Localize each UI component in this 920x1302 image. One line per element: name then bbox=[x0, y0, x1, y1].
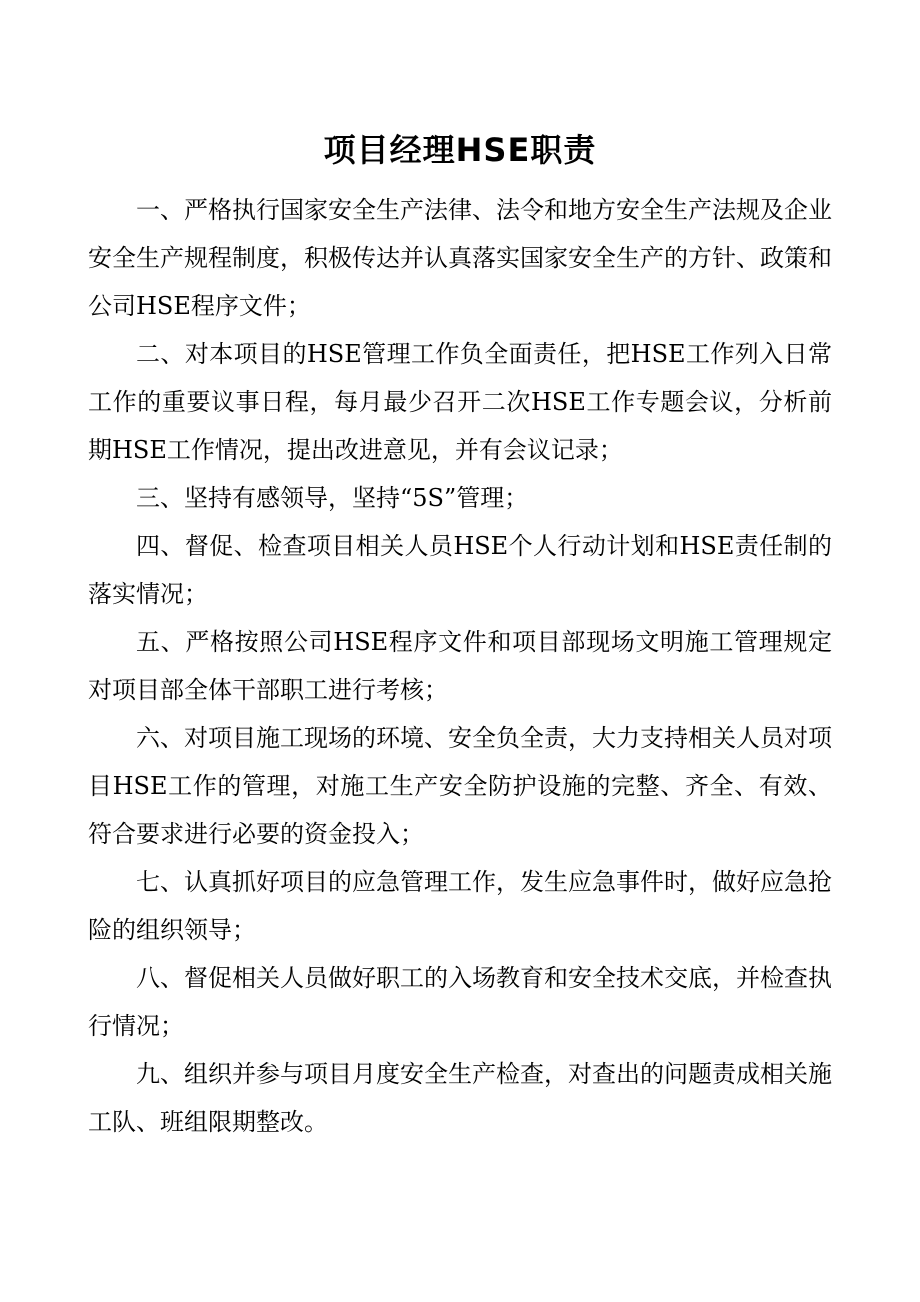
duty-item-2: 二、对本项目的HSE管理工作负全面责任，把HSE工作列入日常工作的重要议事日程，每月最少召开二次HSE工作专题会议，分析前期HSE工作情况，提出改进意见，并有会议记录； bbox=[88, 340, 832, 464]
duty-item-9: 九、组织并参与项目月度安全生产检查，对查出的问题责成相关施工队、班组限期整改。 bbox=[88, 1060, 832, 1136]
duty-item-4: 四、督促、检查项目相关人员HSE个人行动计划和HSE责任制的落实情况； bbox=[88, 532, 832, 608]
duty-item-8: 八、督促相关人员做好职工的入场教育和安全技术交底，并检查执行情况； bbox=[88, 964, 832, 1040]
duty-item-5: 五、严格按照公司HSE程序文件和项目部现场文明施工管理规定对项目部全体干部职工进行考核； bbox=[88, 628, 832, 704]
duty-item-6: 六、对项目施工现场的环境、安全负全责，大力支持相关人员对项目HSE工作的管理，对施工生产安全防护设施的完整、齐全、有效、符合要求进行必要的资金投入； bbox=[88, 724, 832, 848]
duty-item-7: 七、认真抓好项目的应急管理工作，发生应急事件时，做好应急抢险的组织领导； bbox=[88, 868, 832, 944]
duty-item-1: 一、严格执行国家安全生产法律、法令和地方安全生产法规及企业安全生产规程制度，积极传达并认真落实国家安全生产的方针、政策和公司HSE程序文件； bbox=[88, 196, 832, 320]
document-body bbox=[88, 186, 832, 1146]
duty-item-3: 三、坚持有感领导，坚持“5S”管理； bbox=[136, 484, 529, 512]
document-title: 项目经理HSE职责 bbox=[323, 131, 597, 169]
